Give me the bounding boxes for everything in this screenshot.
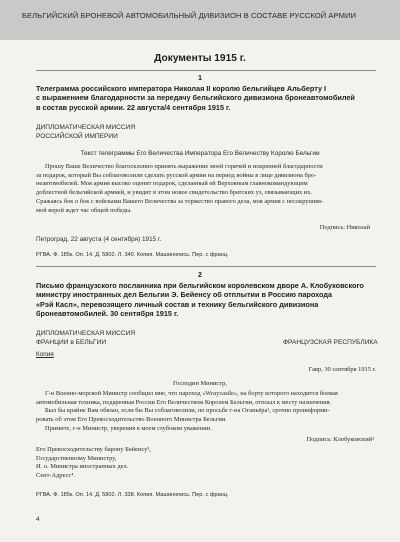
title-line: министру иностранных дел Бельгии Э. Бейенсу об отплытии в Россию парохода <box>36 290 333 300</box>
title-line: Телеграмма российского императора Николая II королю бельгийцев Альберту I <box>36 84 327 93</box>
running-header <box>0 0 400 40</box>
body-line: мой верой ждет час общей победы. <box>36 206 132 214</box>
letter-date: Гавр, 30 сентября 1915 г. <box>308 366 376 373</box>
page-number: 4 <box>36 516 40 523</box>
telegram-heading: Текст телеграммы Его Величества Императора Его Величеству Королю Бельгии <box>80 150 320 157</box>
document-number: 2 <box>198 270 202 279</box>
copy-label: Копия <box>36 351 54 358</box>
body-line: ровать об этом Его Превосходительство Военного Министра Бельгии. <box>36 416 227 424</box>
archive-reference: РГВА. Ф. 185к. Оп. 14. Д. 5802. Л. 338. Копия. Машинопись. Пер. с франц. <box>36 492 229 498</box>
body-line: Был бы крайне Вам обязан, если бы Вы соблаговолили, по просьбе г-на Оганьёра¹, срочно проинформи- <box>45 407 330 415</box>
mission-header <box>36 124 135 141</box>
document-title <box>36 281 386 319</box>
mission-header <box>36 330 135 347</box>
date-place: Петроград, 22 августа (4 сентября) 1915 г. <box>36 236 162 243</box>
body-line: Примите, г-н Министр, уверения в моем глубоком уважении. <box>45 424 212 432</box>
salutation: Господин Министр, <box>173 380 227 387</box>
addressee-line: Государственному Министру, <box>36 454 117 462</box>
mission-line: РОССИЙСКОЙ ИМПЕРИИ <box>36 132 118 140</box>
addressee-block <box>36 446 376 481</box>
title-line: бронеавтомобилей. 30 сентября 1915 г. <box>36 309 179 319</box>
letter-body <box>36 390 376 434</box>
title-line: Письмо французского посланника при бельгийском королевском дворе А. Клобуковского <box>36 281 364 290</box>
body-line: доблестной бельгийской армией, и увидит в этом новое свидетельство братских уз, связывающих их. <box>36 189 312 197</box>
title-line: «Рэй Касл», перевозящего личный состав и технику бельгийского дивизиона <box>36 299 319 309</box>
mission-line: ДИПЛОМАТИЧЕСКАЯ МИССИЯ <box>36 330 136 337</box>
mission-line: ДИПЛОМАТИЧЕСКАЯ МИССИЯ <box>36 124 136 131</box>
document-title <box>36 84 386 112</box>
body-line: Г-н Военно-морской Министр сообщил мне, что пароход «Wraycastle», на борту которого находится боевая <box>45 390 338 397</box>
title-line: с выражением благодарности за передачу бельгийского дивизиона бронеавтомобилей <box>36 93 355 103</box>
document-number: 1 <box>198 73 202 82</box>
title-line: в состав русской армии. 22 августа/4 сентября 1915 г. <box>36 102 231 112</box>
body-line: неавтомобилей. Моя армия высоко оценит подарок, сделанный ей Верховным главнокомандующим <box>36 180 308 188</box>
signature: Подпись: Клобуковский² <box>306 436 374 443</box>
signature: Подпись: Николай <box>319 224 370 231</box>
body-line: Сражаясь бок о бок с войсками Вашего Величества за торжество правого дела, моя армия с несокрушим- <box>36 197 324 205</box>
mission-line: ФРАНЦИИ в БЕЛЬГИИ <box>36 338 107 346</box>
republic-header: ФРАНЦУЗСКАЯ РЕСПУБЛИКА <box>283 339 378 346</box>
section-title: Документы 1915 г. <box>154 53 246 64</box>
divider <box>36 70 376 71</box>
addressee-line: И. о. Министра иностранных дел. <box>36 463 129 471</box>
divider <box>36 266 376 267</box>
archive-reference: РГВА. Ф. 185к. Оп. 14. Д. 5802. Л. 340. Копия. Машинопись. Пер. с франц. <box>36 252 229 258</box>
telegram-body <box>36 163 376 215</box>
body-line: за подарок, который Вы соблаговолили сделать русской армии на период войны в лице дивизиона бро- <box>36 171 317 179</box>
running-title: БЕЛЬГИЙСКИЙ БРОНЕВОЙ АВТОМОБИЛЬНЫЙ ДИВИЗИОН В СОСТАВЕ РУССКОЙ АРМИИ <box>22 11 356 20</box>
body-line: Прошу Ваше Величество благосклонно принять выражение моей горячей и искренней благодарности <box>45 163 323 170</box>
body-line: автомобильная техника, подаренная России Его Величеством Королем Бельгии, отплыл к месту назначения. <box>36 398 332 406</box>
addressee-line: Его Превосходительству барону Бейенсу³, <box>36 446 151 453</box>
addressee-line: Сент-Адресс⁴. <box>36 472 76 480</box>
